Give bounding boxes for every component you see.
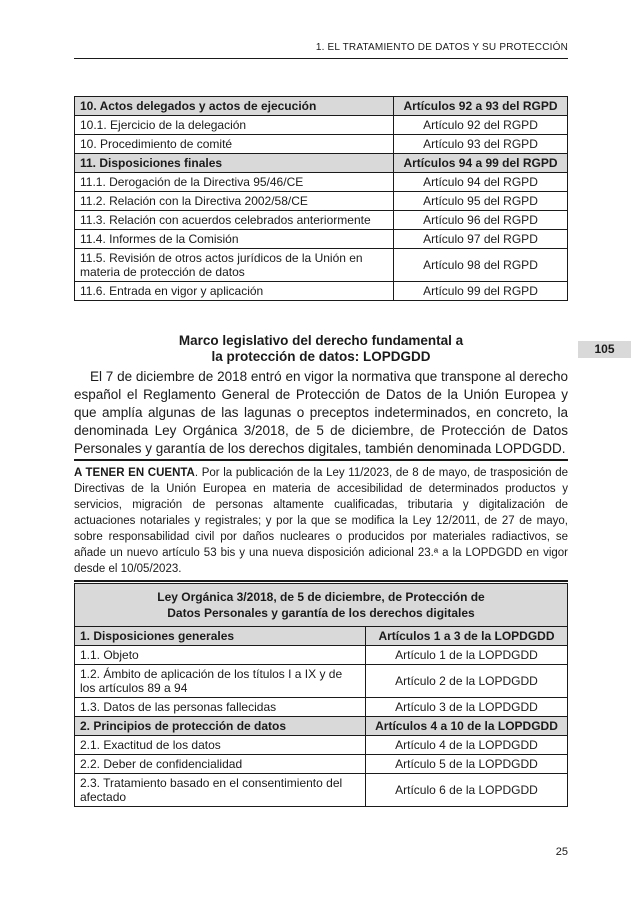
row-article-reference: Artículo 93 del RGPD [394,135,568,154]
table-row [75,116,568,135]
row-topic: 11.6. Entrada en vigor y aplicación [75,282,394,301]
row-article-reference: Artículos 1 a 3 de la LOPDGDD [366,627,568,646]
table-title-line-1: Ley Orgánica 3/2018, de 5 de diciembre, de Protección de [157,590,485,604]
table-row [75,665,568,698]
row-topic: 11.2. Relación con la Directiva 2002/58/CE [75,192,394,211]
row-article-reference: Artículo 3 de la LOPDGDD [366,698,568,717]
table-row [75,282,568,301]
row-article-reference: Artículos 4 a 10 de la LOPDGDD [366,717,568,736]
row-topic: 1.3. Datos de las personas fallecidas [75,698,366,717]
note-label: A TENER EN CUENTA [74,467,195,479]
table-title-line-2: Datos Personales y garantía de los derechos digitales [167,606,475,620]
row-topic: 11.1. Derogación de la Directiva 95/46/CE [75,173,394,192]
table-row [75,736,568,755]
row-article-reference: Artículo 99 del RGPD [394,282,568,301]
row-topic: 11.3. Relación con acuerdos celebrados anteriormente [75,211,394,230]
table-row [75,230,568,249]
row-topic: 2.2. Deber de confidencialidad [75,755,366,774]
section-title [74,333,568,365]
note-text: . Por la publicación de la Ley 11/2023, de 8 de mayo, de trasposición de Directivas de la Unión Europea en materia de accesibilidad de determinados productos y servicios, migración de personas altamente cualificadas, tributaria y digitalización de actuaciones notariales y registrales; y por la que se modifica la Ley 12/2011, de 27 de mayo, sobre responsabilidad civil por daños nucleares o producidos por materiales radiactivos, se añade un nuevo artículo 53 bis y una nueva disposición adicional 23.ª a la LOPDGDD en vigor desde el 10/05/2023. [74,467,569,575]
row-article-reference: Artículos 94 a 99 del RGPD [394,154,568,173]
row-topic: 1.2. Ámbito de aplicación de los títulos I a IX y de los artículos 89 a 94 [75,665,366,698]
row-article-reference: Artículos 92 a 93 del RGPD [394,97,568,116]
row-article-reference: Artículo 95 del RGPD [394,192,568,211]
table-row [75,755,568,774]
row-topic: 2.1. Exactitud de los datos [75,736,366,755]
row-article-reference: Artículo 96 del RGPD [394,211,568,230]
row-article-reference: Artículo 92 del RGPD [394,116,568,135]
body-paragraph: El 7 de diciembre de 2018 entró en vigor la normativa que transpone al derecho español el Reglamento General de Protección de Datos de la Unión Europea y que amplía algunas de las lagunas o preceptos indeterminados, en concreto, la denominada Ley Orgánica 3/2018, de 5 de diciembre, de Protección de Datos Personales y garantía de los derechos digitales, también denominada LOPDGDD. [74,369,568,456]
section-row [75,717,568,736]
table-row [75,192,568,211]
running-header: 1. EL TRATAMIENTO DE DATOS Y SU PROTECCIÓN [315,42,568,53]
header-rule [74,58,568,59]
section-title-line-1: Marco legislativo del derecho fundamental a [178,333,464,348]
row-topic: 11.5. Revisión de otros actos jurídicos de la Unión en materia de protección de datos [75,249,394,282]
row-topic: 1.1. Objeto [75,646,366,665]
section-row [75,154,568,173]
row-topic: 2. Principios de protección de datos [75,717,366,736]
rgpd-articles-table [74,96,568,301]
table-title-row [75,584,568,627]
row-topic: 2.3. Tratamiento basado en el consentimiento del afectado [75,774,366,807]
row-topic: 10. Procedimiento de comité [75,135,394,154]
table-row [75,698,568,717]
row-article-reference: Artículo 1 de la LOPDGDD [366,646,568,665]
row-topic: 11. Disposiciones finales [75,154,394,173]
row-article-reference: Artículo 98 del RGPD [394,249,568,282]
table-row [75,249,568,282]
table-row [75,135,568,154]
row-article-reference: Artículo 97 del RGPD [394,230,568,249]
table-title [75,584,568,627]
section-title-line-2: la protección de datos: LOPDGDD [211,349,431,364]
table-row [75,774,568,807]
row-article-reference: Artículo 6 de la LOPDGDD [366,774,568,807]
page-tab: 105 [578,341,631,358]
page-number: 25 [555,846,568,858]
row-topic: 10. Actos delegados y actos de ejecución [75,97,394,116]
section-row [75,627,568,646]
row-article-reference: Artículo 94 del RGPD [394,173,568,192]
note-box [74,459,568,582]
table-row [75,173,568,192]
lopdgdd-articles-table [74,583,568,807]
table-row [75,646,568,665]
table-row [75,211,568,230]
row-topic: 10.1. Ejercicio de la delegación [75,116,394,135]
row-topic: 1. Disposiciones generales [75,627,366,646]
row-article-reference: Artículo 5 de la LOPDGDD [366,755,568,774]
row-topic: 11.4. Informes de la Comisión [75,230,394,249]
section-row [75,97,568,116]
row-article-reference: Artículo 4 de la LOPDGDD [366,736,568,755]
row-article-reference: Artículo 2 de la LOPDGDD [366,665,568,698]
